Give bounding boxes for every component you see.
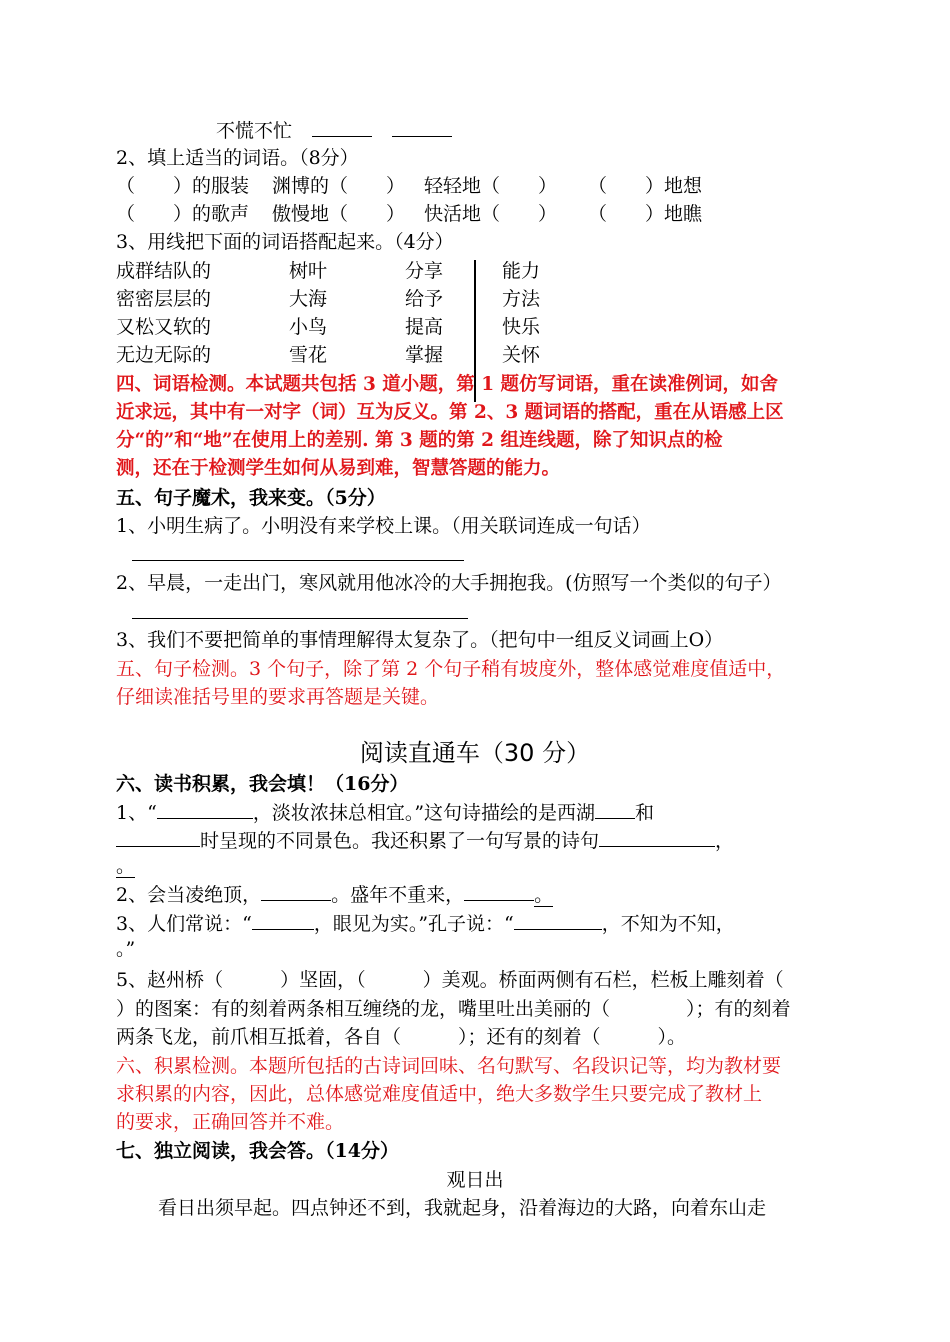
sec7-title: 七、独立阅读，我会答。（14分）	[116, 1140, 399, 1162]
q2-title: 2、填上适当的词语。（8分）	[116, 147, 359, 169]
text: 。盛年不重来，	[331, 884, 465, 906]
answer-blank[interactable]	[157, 798, 253, 819]
sec6-title: 六、读书积累，我会填！（16分）	[116, 773, 409, 795]
sec6-item3-line2: 。”	[116, 938, 136, 960]
q2-r2-c1: （ ）的歌声	[116, 203, 250, 225]
sec6-item2	[116, 880, 838, 909]
note5-line: 仔细读准括号里的要求再答题是关键。	[116, 686, 440, 708]
q1-tail-word: 不慌不忙	[216, 120, 293, 142]
q3-title: 3、用线把下面的词语搭配起来。（4分）	[116, 231, 454, 253]
q3-col1-word[interactable]: 无边无际的	[116, 344, 212, 366]
q3-col2-word[interactable]: 大海	[289, 288, 328, 310]
note4-line: 近求远，其中有一对字（词）互为反义。第 2、3 题词语的搭配，重在从语感上区	[116, 402, 784, 423]
text: 1、“	[116, 802, 157, 824]
passage-title: 观日出	[446, 1169, 504, 1191]
answer-blank[interactable]	[392, 116, 452, 137]
q2-r1-c2: 渊博的（ ）	[272, 175, 406, 197]
q2-r2-c3: 快活地（ ）	[424, 203, 558, 225]
sec6-item3-line1	[116, 909, 838, 938]
q3-col3-word[interactable]: 提高	[405, 316, 444, 338]
q3-col3-word[interactable]: 分享	[405, 260, 444, 282]
sec6-item5-line2: ）的图案：有的刻着两条相互缠绕的龙，嘴里吐出美丽的（ ）；有的刻着	[116, 998, 791, 1020]
q3-col3-word[interactable]: 给予	[405, 288, 444, 310]
answer-blank[interactable]	[514, 909, 602, 930]
answer-blank[interactable]	[116, 826, 200, 847]
text: 。	[534, 884, 554, 906]
answer-blank[interactable]	[252, 909, 314, 930]
q2-r1-c4: （ ）地想	[588, 175, 703, 197]
answer-blank[interactable]	[599, 826, 715, 847]
note5-line: 五、句子检测。3 个句子，除了第 2 个句子稍有坡度外，整体感觉难度值适中，	[116, 658, 786, 680]
sec6-item1-line1	[116, 798, 838, 827]
q3-col4-word[interactable]: 关怀	[502, 344, 541, 366]
note4-line: 分“的”和“地”在使用上的差别. 第 3 题的第 2 组连线题，除了知识点的检	[116, 430, 723, 451]
text: ，淡妆浓抹总相宜。”这句诗描绘的是西湖	[252, 802, 596, 824]
q3-col1-word[interactable]: 成群结队的	[116, 260, 212, 282]
answer-blank[interactable]	[261, 880, 331, 901]
text: 2、会当凌绝顶，	[116, 884, 262, 906]
sec5-item1: 1、小明生病了。小明没有来学校上课。（用关联词连成一句话）	[116, 515, 651, 537]
text: ，眼见为实。”孔子说：“	[313, 913, 514, 935]
sec5-item2: 2、早晨，一走出门，寒风就用他冰冷的大手拥抱我。(仿照写一个类似的句子）	[116, 572, 782, 594]
q3-col4-word[interactable]: 能力	[502, 260, 541, 282]
text: ，	[715, 830, 735, 852]
sec6-item5-line3: 两条飞龙，前爪相互抵着，各自（ ）；还有的刻着（ ）。	[116, 1026, 687, 1048]
q3-col2-word[interactable]: 小鸟	[289, 316, 328, 338]
answer-line[interactable]	[132, 598, 468, 619]
q1-tail-line	[216, 116, 838, 145]
q3-col4-word[interactable]: 方法	[502, 288, 541, 310]
answer-blank[interactable]	[595, 798, 635, 819]
note6-line: 求积累的内容，因此，总体感觉难度值适中，绝大多数学生只要完成了教材上	[116, 1083, 763, 1105]
q3-col3-word[interactable]: 掌握	[405, 344, 444, 366]
note4-line: 测，还在于检测学生如何从易到难，智慧答题的能力。	[116, 458, 561, 479]
answer-blank[interactable]	[464, 880, 534, 901]
answer-line[interactable]	[132, 540, 464, 561]
note6-line: 的要求，正确回答并不难。	[116, 1111, 345, 1133]
reading-heading: 阅读直通车（30 分）	[359, 739, 591, 767]
q3-col1-word[interactable]: 密密层层的	[116, 288, 212, 310]
q3-col2-word[interactable]: 雪花	[289, 344, 328, 366]
q2-r1-c3: 轻轻地（ ）	[424, 175, 558, 197]
note4-line: 四、词语检测。本试题共包括 3 道小题，第 1 题仿写词语，重在读准例词，如舍	[116, 374, 779, 395]
q2-r2-c4: （ ）地瞧	[588, 203, 703, 225]
sec6-item1-line3	[116, 852, 838, 880]
sec5-item3: 3、我们不要把简单的事情理解得太复杂了。（把句中一组反义词画上O）	[116, 629, 724, 651]
answer-blank[interactable]	[312, 116, 372, 137]
q3-col1-word[interactable]: 又松又软的	[116, 316, 212, 338]
q3-col4-word[interactable]: 快乐	[502, 316, 541, 338]
q3-col2-word[interactable]: 树叶	[289, 260, 328, 282]
text: 和	[635, 802, 655, 824]
sec6-item5-line1: 5、赵州桥（ ）坚固，（ ）美观。桥面两侧有石栏，栏板上雕刻着（	[116, 969, 784, 991]
text: 3、人们常说：“	[116, 913, 252, 935]
passage-first-line: 看日出须早起。四点钟还不到，我就起身，沿着海边的大路，向着东山走	[158, 1197, 767, 1219]
text: 时呈现的不同景色。我还积累了一句写景的诗句	[200, 830, 600, 852]
text: 。	[116, 855, 136, 877]
note6-line: 六、积累检测。本题所包括的古诗词回味、名句默写、名段识记等，均为教材要	[116, 1055, 782, 1077]
text: ，不知为不知，	[601, 913, 735, 935]
q2-r2-c2: 傲慢地（ ）	[272, 203, 406, 225]
q2-r1-c1: （ ）的服装	[116, 175, 250, 197]
sec6-item1-line2	[116, 826, 838, 855]
sec5-title: 五、句子魔术，我来变。（5分）	[116, 487, 386, 509]
